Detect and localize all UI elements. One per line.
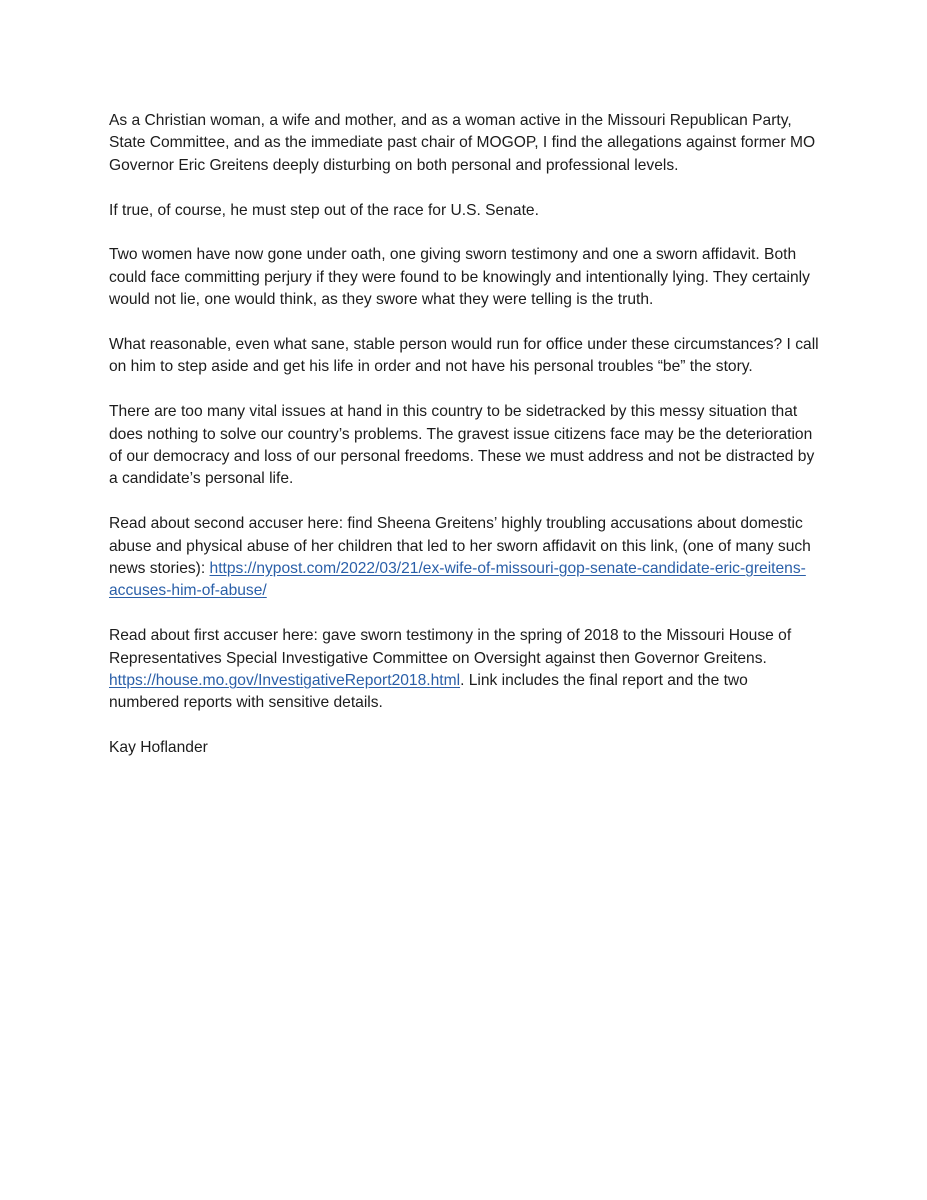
- signature: Kay Hoflander: [109, 739, 208, 757]
- paragraph-step-aside: What reasonable, even what sane, stable person would run for office under these circumstances? I call on him to step aside and get his life in order and not have his personal troubles “be” the story.: [109, 336, 819, 376]
- letter-body: [109, 110, 821, 782]
- house-report-link[interactable]: https://house.mo.gov/InvestigativeReport2018.html: [109, 672, 461, 690]
- paragraph-vital-issues: There are too many vital issues at hand in this country to be sidetracked by this messy situation that does nothing to solve our country’s problems. The gravest issue citizens face may be the deterioration of our democracy and loss of our personal freedoms. These we must address and not be distracted by a candidate’s personal life.: [109, 403, 815, 488]
- paragraph-sworn-testimony: Two women have now gone under oath, one giving sworn testimony and one a sworn affidavit. Both could face committing perjury if they were found to be knowingly and intentionally lying. They certainly would not lie, one would think, as they swore what they were telling is the truth.: [109, 246, 810, 309]
- nypost-link[interactable]: https://nypost.com/2022/03/21/ex-wife-of-missouri-gop-senate-candidate-eric-greitens-accuses-him-of-abuse/: [109, 560, 806, 600]
- first-accuser-after-link: . Link includes the final report and the two numbered reports with sensitive details.: [109, 672, 748, 712]
- paragraph-intro: As a Christian woman, a wife and mother, and as a woman active in the Missouri Republican Party, State Committee, and as the immediate past chair of MOGOP, I find the allegations against former MO Governor Eric Greitens deeply disturbing on both personal and professional levels.: [109, 112, 816, 174]
- paragraph-second-accuser: [109, 513, 821, 603]
- paragraph-senate-race: If true, of course, he must step out of the race for U.S. Senate.: [109, 201, 539, 219]
- paragraph-first-accuser: [109, 625, 821, 715]
- first-accuser-text: Read about first accuser here: gave sworn testimony in the spring of 2018 to the Missouri House of Representatives Special Investigative Committee on Oversight against then Governor Greitens.: [109, 627, 792, 667]
- second-accuser-text: Read about second accuser here: find Sheena Greitens’ highly troubling accusations about domestic abuse and physical abuse of her children that led to her sworn affidavit on this link, (one of many such news stories):: [109, 515, 811, 578]
